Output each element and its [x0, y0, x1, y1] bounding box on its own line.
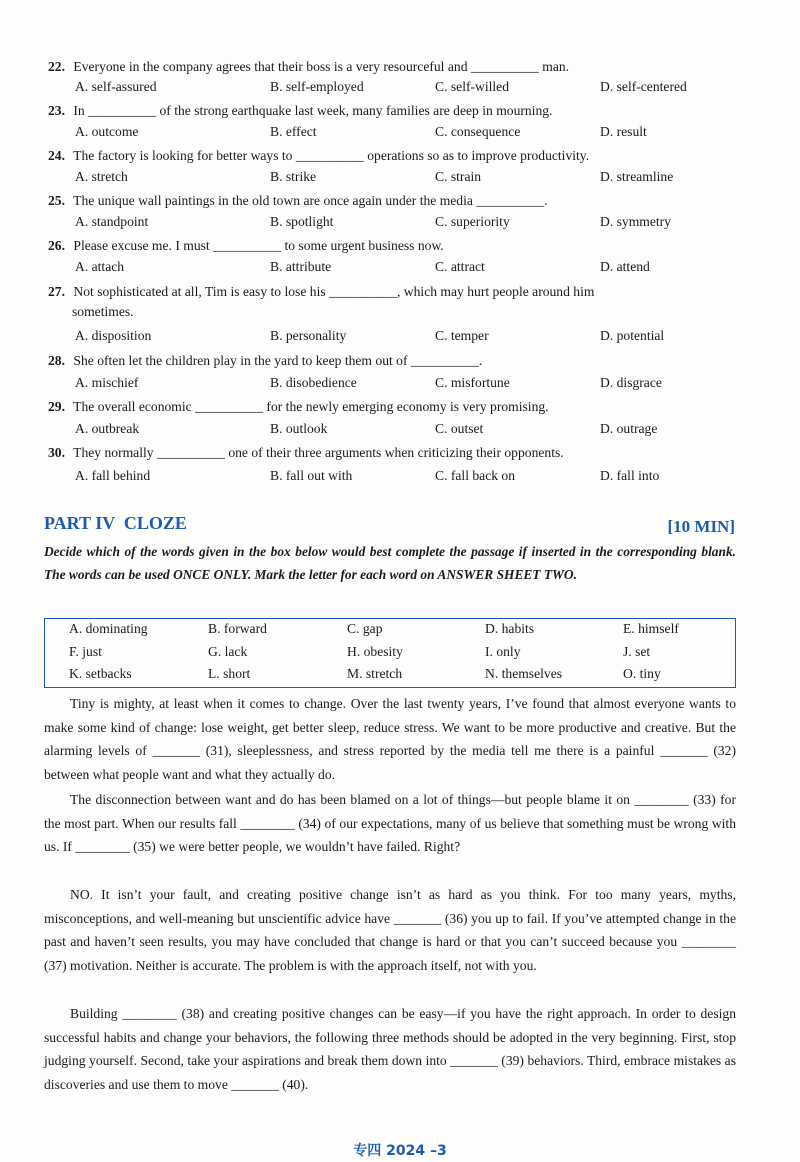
question-27 [48, 283, 748, 300]
word-option: I. only [485, 644, 521, 659]
option-c: C. temper [435, 328, 489, 343]
passage-paragraph-1 [44, 692, 736, 786]
option-d: D. self-centered [600, 79, 687, 94]
question-text: In __________ of the strong earthquake last week, many families are deep in mourning. [73, 103, 553, 118]
question-25 [48, 192, 748, 209]
question-28 [48, 352, 748, 369]
paragraph-text: Tiny is mighty, at least when it comes to change. Over the last twenty years, I’ve found that almost everyone wants to make some kind of change: lose weight, get better sleep, reduce stress. We want to be more productive and creative. But the alarming levels of _______ (31), sleeplessness, and stress reported by the media tell me there is a painful _______ (32) between what people want and what they actually do. [44, 696, 736, 782]
option-d: D. fall into [600, 468, 660, 483]
paragraph-text: The disconnection between want and do has been blamed on a lot of things—but people blame it on ________ (33) for the most part. When our results fall ________ (34) of our expectations, many of us believe that something must be wrong with us. If ________ (35) we were better people, we wouldn’t have failed. Right? [44, 792, 736, 855]
option-d: D. result [600, 124, 647, 139]
word-option: D. habits [485, 621, 535, 636]
option-b: B. fall out with [270, 468, 353, 483]
question-number: 22. [48, 59, 65, 74]
option-c: C. fall back on [435, 468, 516, 483]
options-26 [75, 259, 755, 277]
option-b: B. self-employed [270, 79, 364, 94]
part-time: [10 MIN] [667, 517, 735, 536]
word-option: H. obesity [347, 644, 403, 659]
option-a: A. outbreak [75, 421, 140, 436]
word-option: E. himself [623, 621, 679, 636]
word-option: A. dominating [69, 621, 148, 636]
part-title: PART IV CLOZE [44, 513, 187, 533]
page-footer: 专四 2024 –3 [353, 1143, 447, 1159]
question-text: The unique wall paintings in the old town are once again under the media __________. [73, 193, 548, 208]
question-number: 27. [48, 284, 65, 299]
passage-paragraph-2 [44, 788, 736, 859]
options-29 [75, 421, 755, 439]
option-c: C. consequence [435, 124, 521, 139]
option-a: A. mischief [75, 375, 139, 390]
question-number: 23. [48, 103, 65, 118]
word-option: O. tiny [623, 666, 661, 681]
options-28 [75, 375, 755, 393]
option-b: B. attribute [270, 259, 332, 274]
option-c: C. attract [435, 259, 485, 274]
question-text: Everyone in the company agrees that their boss is a very resourceful and __________ man. [73, 59, 570, 74]
option-d: D. outrage [600, 421, 658, 436]
word-option: J. set [623, 644, 651, 659]
option-d: D. symmetry [600, 214, 671, 229]
question-26 [48, 237, 748, 254]
paragraph-text: Building ________ (38) and creating positive changes can be easy—if you have the right approach. In order to design successful habits and change your behaviors, the following three methods should be adopted in the very beginning. First, stop judging yourself. Second, take your aspirations and break them down into _______ (39) behaviors. Third, embrace mistakes as discoveries and use them to move _______ (40). [44, 1006, 736, 1092]
passage-paragraph-3 [44, 883, 736, 977]
option-b: B. outlook [270, 421, 328, 436]
word-option: F. just [69, 644, 102, 659]
option-b: B. spotlight [270, 214, 334, 229]
question-24 [48, 147, 748, 164]
question-number: 28. [48, 353, 65, 368]
option-a: A. outcome [75, 124, 139, 139]
question-text: Not sophisticated at all, Tim is easy to lose his __________, which may hurt people around him [73, 284, 595, 299]
question-text: They normally __________ one of their three arguments when criticizing their opponents. [73, 445, 564, 460]
word-option: N. themselves [485, 666, 563, 681]
options-24 [75, 169, 755, 187]
option-b: B. effect [270, 124, 317, 139]
option-c: C. self-willed [435, 79, 509, 94]
option-d: D. streamline [600, 169, 674, 184]
option-a: A. attach [75, 259, 125, 274]
option-b: B. strike [270, 169, 317, 184]
word-option: C. gap [347, 621, 383, 636]
word-option: M. stretch [347, 666, 403, 681]
question-22 [48, 58, 748, 75]
options-23 [75, 124, 755, 142]
word-option: B. forward [208, 621, 267, 636]
option-b: B. disobedience [270, 375, 357, 390]
word-option: L. short [208, 666, 251, 681]
option-d: D. potential [600, 328, 665, 343]
options-25 [75, 214, 755, 232]
option-d: D. disgrace [600, 375, 662, 390]
options-22 [75, 79, 755, 97]
question-number: 29. [48, 399, 65, 414]
option-b: B. personality [270, 328, 347, 343]
options-30 [75, 468, 755, 486]
option-a: A. fall behind [75, 468, 151, 483]
option-c: C. outset [435, 421, 484, 436]
question-text: The overall economic __________ for the newly emerging economy is very promising. [73, 399, 549, 414]
option-a: A. standpoint [75, 214, 149, 229]
option-c: C. misfortune [435, 375, 510, 390]
question-text-continued: sometimes. [72, 304, 134, 319]
passage-paragraph-4 [44, 1002, 736, 1096]
question-number: 24. [48, 148, 65, 163]
instructions: Decide which of the words given in the box below would best complete the passage if inserted in the corresponding blank. The words can be used ONCE ONLY. Mark the letter for each word on ANSWER SHEET TWO. [44, 544, 736, 582]
option-d: D. attend [600, 259, 650, 274]
question-number: 25. [48, 193, 65, 208]
word-option: G. lack [208, 644, 248, 659]
word-box [44, 618, 736, 688]
question-text: The factory is looking for better ways to __________ operations so as to improve productivity. [73, 148, 590, 163]
question-23 [48, 102, 748, 119]
word-option: K. setbacks [69, 666, 132, 681]
question-29 [48, 398, 748, 415]
option-a: A. disposition [75, 328, 152, 343]
paragraph-text: NO. It isn’t your fault, and creating positive change isn’t as hard as you think. For too many years, myths, misconceptions, and well-meaning but unscientific advice have _______ (36) you up to fail. If you’ve attempted change in the past and haven’t seen results, you may have concluded that change is hard or that you can’t succeed because you ________ (37) motivation. Neither is accurate. The problem is with the approach itself, not with you. [44, 887, 736, 973]
question-number: 30. [48, 445, 65, 460]
option-c: C. superiority [435, 214, 510, 229]
question-text: She often let the children play in the yard to keep them out of __________. [73, 353, 483, 368]
option-a: A. stretch [75, 169, 128, 184]
question-number: 26. [48, 238, 65, 253]
options-27 [75, 328, 755, 346]
question-30 [48, 444, 748, 461]
option-a: A. self-assured [75, 79, 157, 94]
option-c: C. strain [435, 169, 482, 184]
question-text: Please excuse me. I must __________ to some urgent business now. [73, 238, 444, 253]
